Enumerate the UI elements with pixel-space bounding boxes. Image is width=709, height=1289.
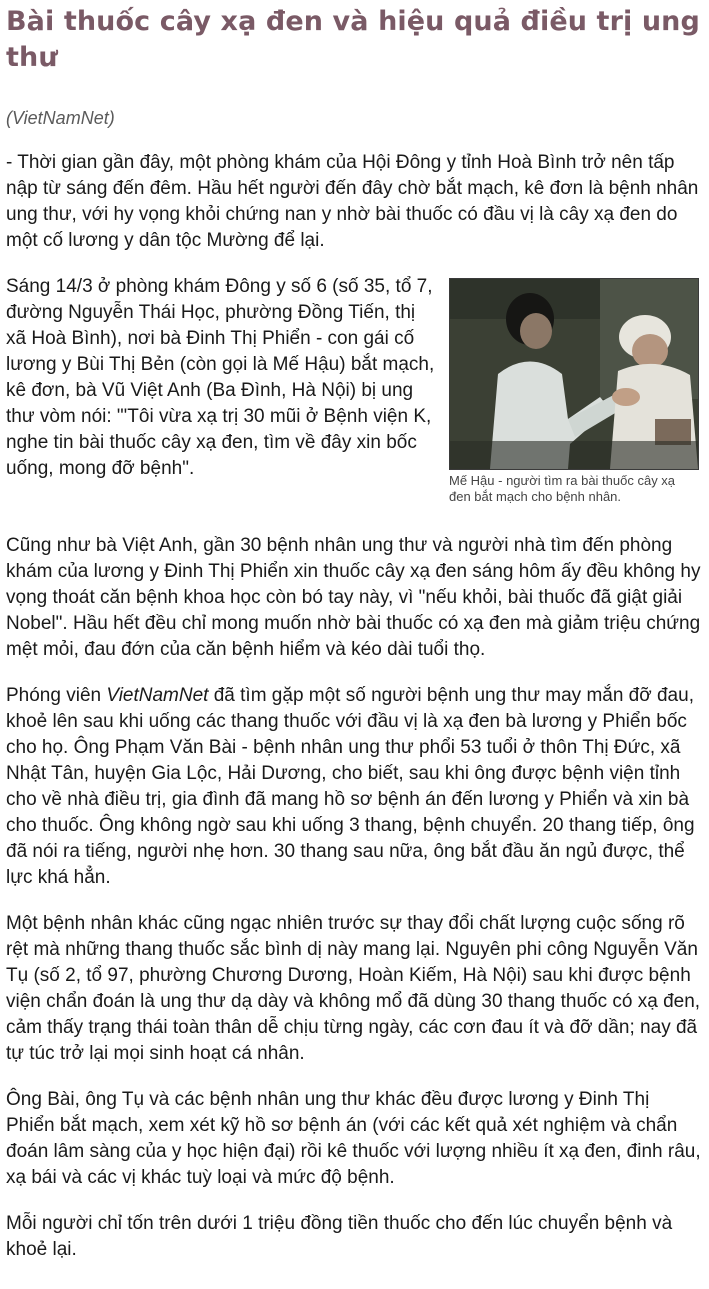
paragraph-intro: - Thời gian gần đây, một phòng khám của Hội Đông y tỉnh Hoà Bình trở nên tấp nập từ sáng đến đêm. Hầu hết người đến đây chờ bắt mạch, kê đơn là bệnh nhân ung thư, với hy vọng khỏi chứng nan y nhờ bài thuốc có đầu vị là cây xạ đen do một cố lương y dân tộc Mường để lại. [6,152,699,251]
article-source: (VietNamNet) [6,108,115,128]
paragraph-cost: Mỗi người chỉ tốn trên dưới 1 triệu đồng tiền thuốc cho đến lúc chuyển bệnh và khoẻ lại. [6,1213,673,1260]
photo-figure [449,278,699,505]
paragraph-reporter [6,683,703,891]
paragraph-patient-tu: Một bệnh nhân khác cũng ngạc nhiên trước sự thay đổi chất lượng cuộc sống rõ rệt mà những thang thuốc sắc bình dị này mang lại. Nguyên phi công Nguyễn Văn Tụ (số 2, tổ 97, phường Chương Dương, Hoàn Kiếm, Hà Nội) sau khi được bệnh viện chẩn đoán là ung thư dạ dày và không mổ đã dùng 30 thang thuốc có xạ đen, cảm thấy trạng thái toàn thân dễ chịu từng ngày, các cơn đau ít và đỡ dần; nay đã tự túc trở lại mọi sinh hoạt cá nhân. [6,913,701,1064]
paragraph-with-photo [6,274,703,513]
paragraph-reporter-body: đã tìm gặp một số người bệnh ung thư may mắn đỡ đau, khoẻ lên sau khi uống các thang thuốc với đầu vị là xạ đen bà lương y Phiển bốc cho họ. Ông Phạm Văn Bài - bệnh nhân ung thư phổi 53 tuổi ở thôn Thị Đức, xã Nhật Tân, huyện Gia Lộc, Hải Dương, cho biết, sau khi ông được bệnh viện tỉnh cho về nhà điều trị, gia đình đã mang hồ sơ bệnh án đến lương y Phiển và xin bà cho thuốc. Ông không ngờ sau khi uống 3 thang, bệnh chuyển. 20 thang tiếp, ông đã nói ra tiếng, người nhẹ hơn. 30 thang sau nữa, ông bắt đầu ăn ngủ được, thể lực khá hẳn. [6,685,695,888]
paragraph-reporter-lead: Phóng viên [6,685,107,706]
photo-caption: Mế Hậu - người tìm ra bài thuốc cây xạ đen bắt mạch cho bệnh nhân. [449,473,676,504]
photo-me-hau [449,278,699,470]
paragraph-reporter-source: VietNamNet [106,685,209,706]
article-title: Bài thuốc cây xạ đen và hiệu quả điều trị ung thư [6,6,700,73]
paragraph-treatment: Ông Bài, ông Tụ và các bệnh nhân ung thư khác đều được lương y Đinh Thị Phiển bắt mạch, xem xét kỹ hồ sơ bệnh án (với các kết quả xét nghiệm và chẩn đoán lâm sàng của y học hiện đại) rồi kê thuốc với lượng nhiều ít xạ đen, đinh râu, xạ bái và các vị khác tuỳ loại và mức độ bệnh. [6,1089,701,1188]
paragraph-phong-kham: Sáng 14/3 ở phòng khám Đông y số 6 (số 35, tổ 7, đường Nguyễn Thái Học, phường Đồng Tiến, thị xã Hoà Bình), nơi bà Đinh Thị Phiển - con gái cố lương y Bùi Thị Bẻn (còn gọi là Mế Hậu) bắt mạch, kê đơn, bà Vũ Việt Anh (Ba Đình, Hà Nội) bị ung thư vòm nói: "'Tôi vừa xạ trị 30 mũi ở Bệnh viện K, nghe tin bài thuốc cây xạ đen, tìm về đây xin bốc uống, mong đỡ bệnh". [6,276,435,479]
article [6,4,703,1263]
paragraph-viet-anh: Cũng như bà Việt Anh, gần 30 bệnh nhân ung thư và người nhà tìm đến phòng khám của lương y Đinh Thị Phiển xin thuốc cây xạ đen sáng hôm ấy đều không hy vọng thoát căn bệnh khoa học còn bó tay này, vì "nếu khỏi, bài thuốc đã giật giải Nobel". Hầu hết đều chỉ mong muốn nhờ bài thuốc có xạ đen mà giảm triệu chứng mệt mỏi, đau đớn của căn bệnh hiểm và kéo dài tuổi thọ. [6,535,701,660]
